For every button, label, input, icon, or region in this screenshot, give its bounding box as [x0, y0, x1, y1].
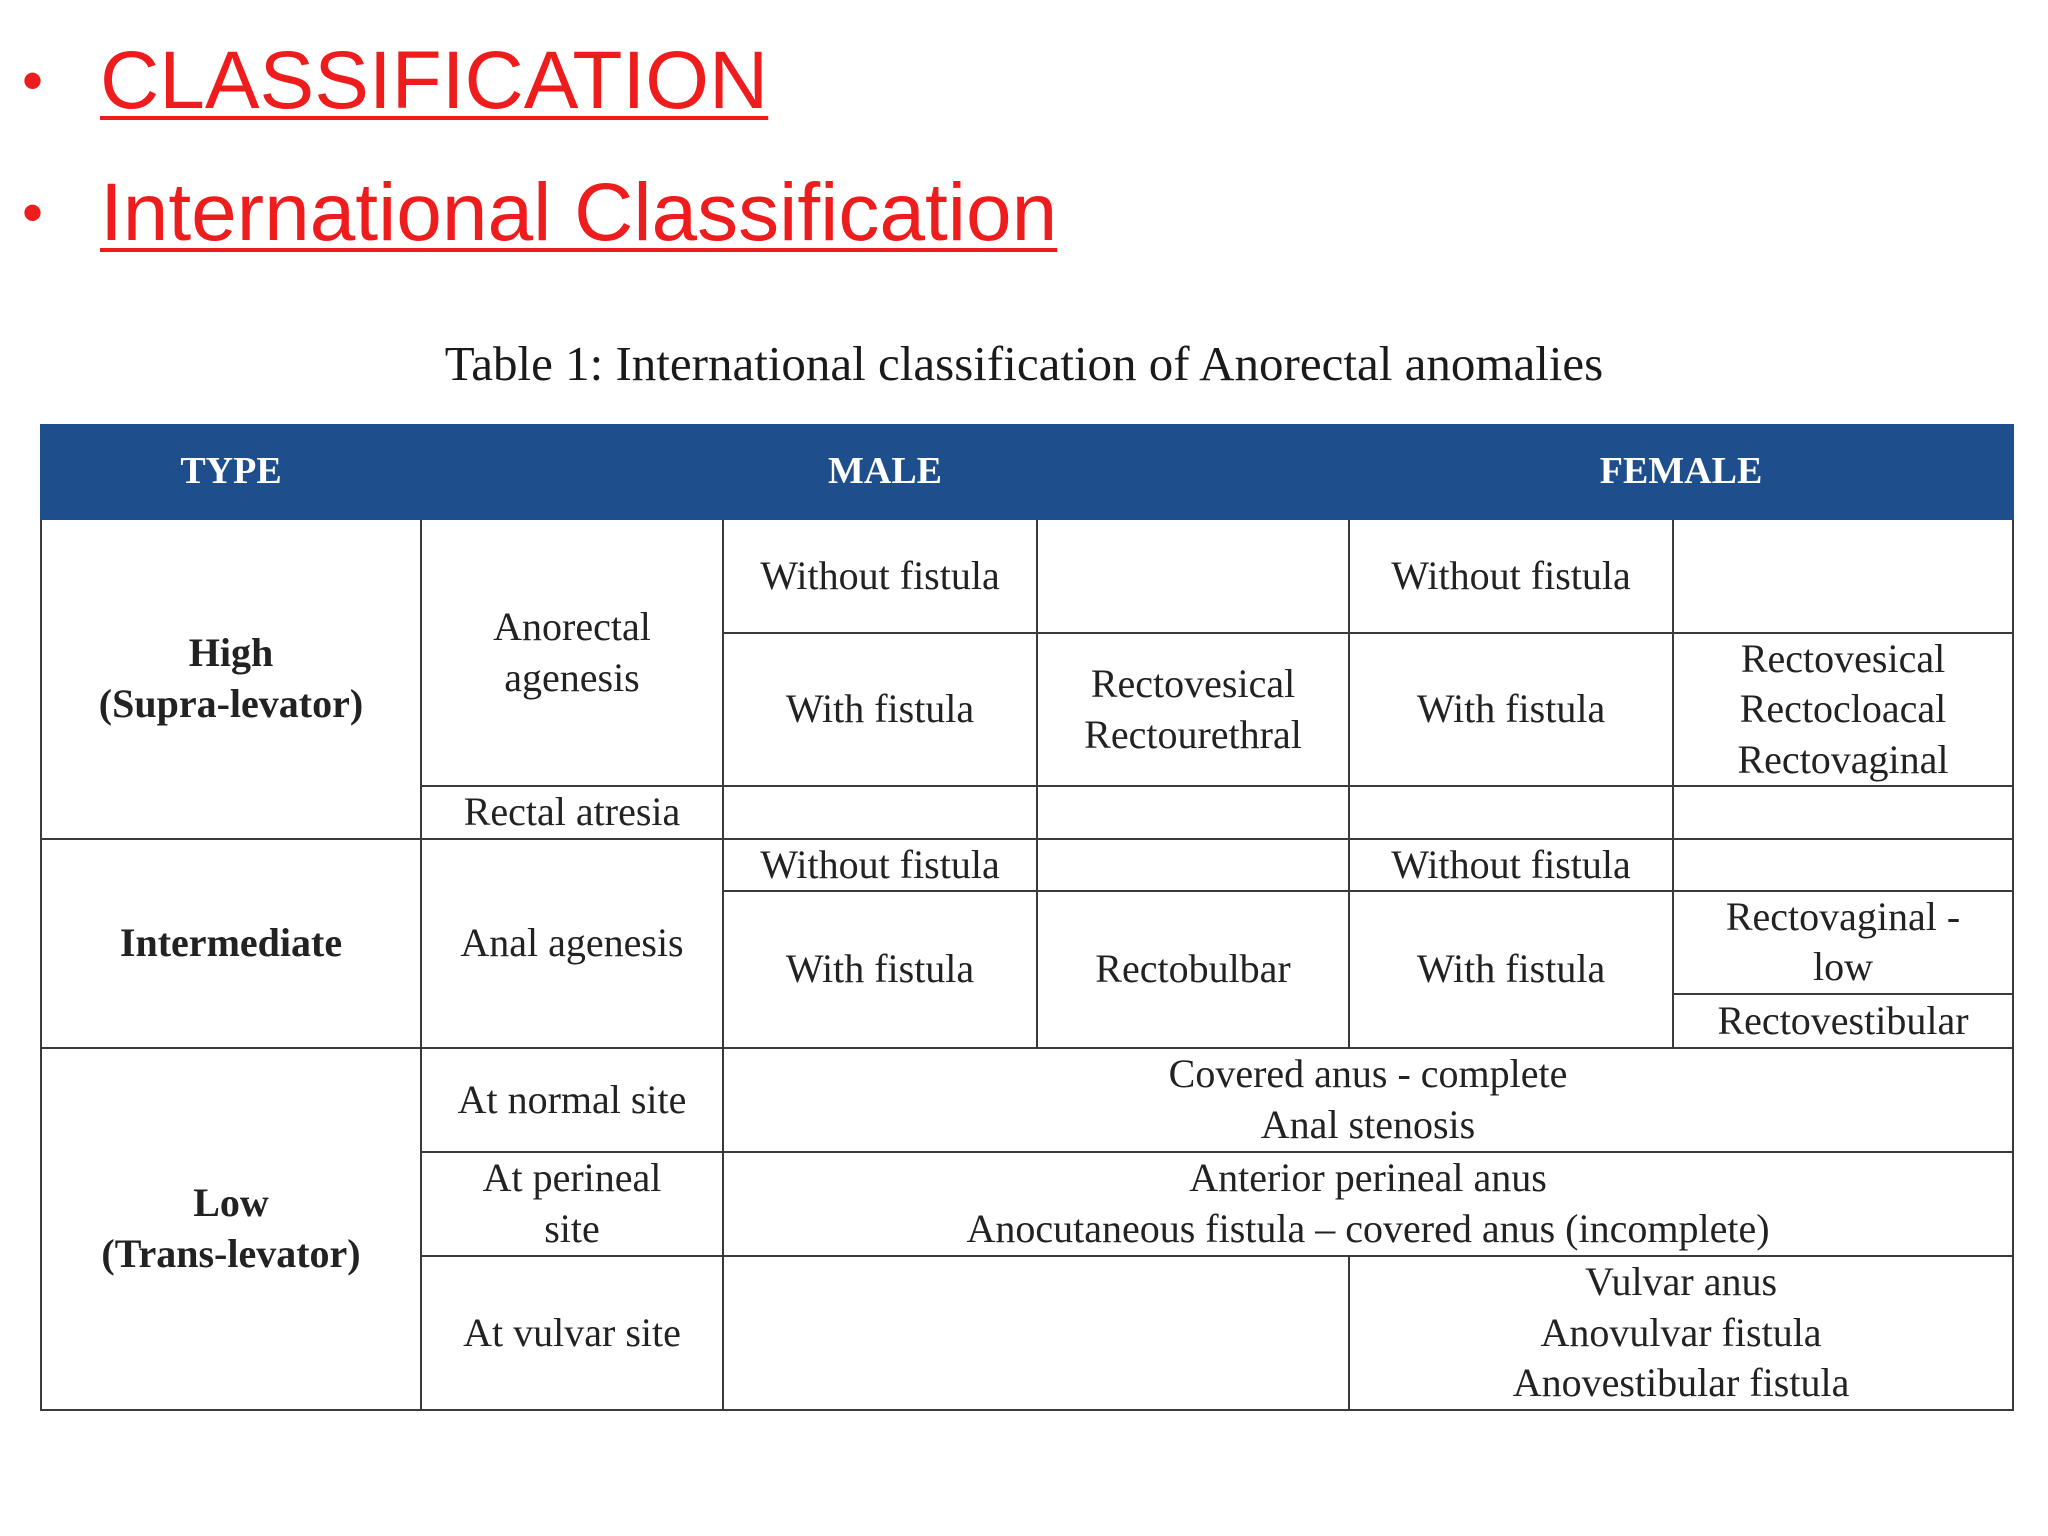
empty-cell — [1673, 786, 2013, 838]
empty-cell — [1673, 519, 2013, 633]
empty-cell — [1037, 839, 1349, 891]
bullet-icon: • — [22, 179, 44, 246]
empty-cell — [1037, 786, 1349, 838]
female-intermediate-with-fistula: With fistula — [1349, 891, 1673, 1048]
male-high-fistula-types: Rectovesical Rectourethral — [1037, 633, 1349, 786]
bullet-list — [22, 35, 1058, 304]
male-high-without-fistula: Without fistula — [723, 519, 1037, 633]
table-row — [41, 839, 2013, 891]
perineal-site-cell: At perineal site — [421, 1152, 723, 1256]
female-high-fistula-types: Rectovesical Rectocloacal Rectovaginal — [1673, 633, 2013, 786]
header-type: TYPE — [41, 425, 421, 519]
female-high-with-fistula: With fistula — [1349, 633, 1673, 786]
empty-cell — [723, 786, 1037, 838]
female-intermediate-without-fistula: Without fistula — [1349, 839, 1673, 891]
anal-agenesis-cell: Anal agenesis — [421, 839, 723, 1048]
bullet-icon: • — [22, 47, 44, 114]
female-intermediate-fistula-vestibular: Rectovestibular — [1673, 994, 2013, 1048]
table-caption: Table 1: International classification of Anorectal anomalies — [444, 336, 1604, 391]
type-high: High (Supra-levator) — [41, 519, 421, 839]
male-high-with-fistula: With fistula — [723, 633, 1037, 786]
male-intermediate-without-fistula: Without fistula — [723, 839, 1037, 891]
classification-table — [40, 424, 2014, 1411]
bullet-classification — [22, 35, 1057, 126]
anorectal-agenesis-cell: Anorectal agenesis — [421, 519, 723, 786]
empty-cell — [723, 1256, 1349, 1410]
bullet-international-classification — [22, 167, 1058, 258]
empty-cell — [1349, 786, 1673, 838]
normal-site-description: Covered anus - complete Anal stenosis — [723, 1048, 2013, 1152]
header-male: MALE — [421, 425, 1349, 519]
table-row — [41, 1048, 2013, 1152]
female-intermediate-fistula-low: Rectovaginal - low — [1673, 891, 2013, 994]
table-header-row — [41, 425, 2013, 519]
perineal-site-description: Anterior perineal anus Anocutaneous fistula – covered anus (incomplete) — [723, 1152, 2013, 1256]
vulvar-site-cell: At vulvar site — [421, 1256, 723, 1410]
empty-cell — [1037, 519, 1349, 633]
vulvar-site-female-description: Vulvar anus Anovulvar fistula Anovestibular fistula — [1349, 1256, 2013, 1410]
header-female: FEMALE — [1349, 425, 2013, 519]
type-low: Low (Trans-levator) — [41, 1048, 421, 1410]
female-high-without-fistula: Without fistula — [1349, 519, 1673, 633]
normal-site-cell: At normal site — [421, 1048, 723, 1152]
type-intermediate: Intermediate — [41, 839, 421, 1048]
male-intermediate-fistula-type: Rectobulbar — [1037, 891, 1349, 1048]
male-intermediate-with-fistula: With fistula — [723, 891, 1037, 1048]
bullet-text: International Classification — [100, 167, 1058, 258]
rectal-atresia-cell: Rectal atresia — [421, 786, 723, 838]
empty-cell — [1673, 839, 2013, 891]
table-row — [41, 519, 2013, 633]
bullet-text: CLASSIFICATION — [100, 35, 769, 126]
